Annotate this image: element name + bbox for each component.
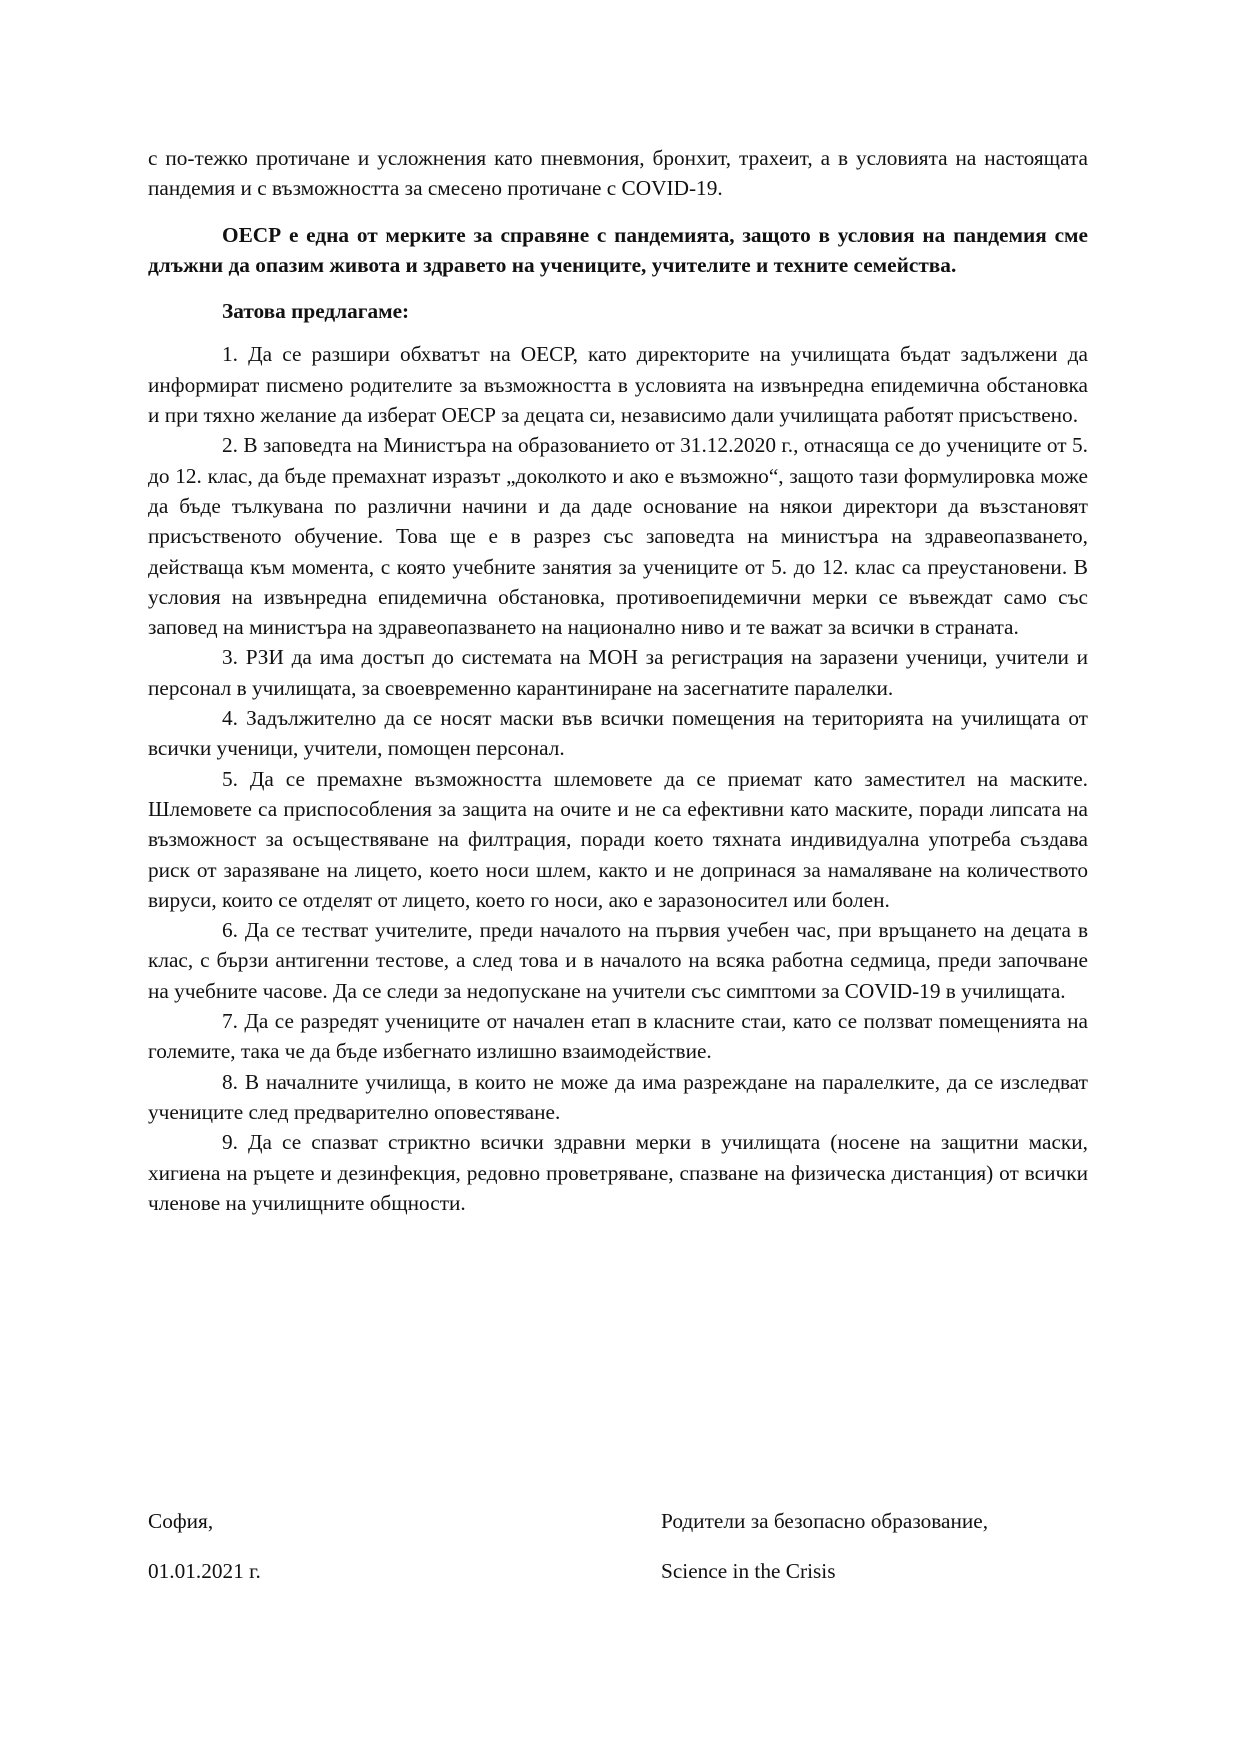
document-body xyxy=(148,143,1088,1218)
signature-place: София, xyxy=(148,1509,214,1533)
proposal-item: 2. В заповедта на Министъра на образованието от 31.12.2020 г., отнасяща се до учениците от 5. до 12. клас, да бъде премахнат изразът „доколкото и ако е възможно“, защото тази формулировка може да бъде тълкувана по различни начини и да даде основание на някои директори да възстановят присъственото обучение. Това ще е в разрез със заповедта на министъра на здравеопазването, действаща към момента, с която учебните занятия за учениците от 5. до 12. клас са преустановени. В условия на извънредна епидемична обстановка, противоепидемични мерки се въвеждат само със заповед на министъра на здравеопазването на национално ниво и те важат за всички в страната. xyxy=(148,433,1088,640)
signature-organization: Родители за безопасно образование, xyxy=(661,1509,989,1533)
proposals-list xyxy=(148,339,1088,1218)
proposal-item: 5. Да се премахне възможността шлемовете да се приемат като заместител на маските. Шлемовете са приспособления за защита на очите и не са ефективни като маските, поради липсата на възможност за осъществяване на филтрация, поради което тяхната индивидуална употреба създава риск от заразяване на лицето, което носи шлем, както и не допринася за намаляване на количеството вируси, които се отделят от лицето, което го носи, ако е заразоносител или болен. xyxy=(148,766,1088,912)
proposal-item: 8. В началните училища, в които не може да има разреждане на паралелките, да се изследват учениците след предварително оповестяване. xyxy=(148,1069,1088,1124)
proposal-item: 4. Задължително да се носят маски във всички помещения на територията на училищата от всички ученици, учители, помощен персонал. xyxy=(148,706,1088,761)
proposal-item: 9. Да се спазват стриктно всички здравни мерки в училищата (носене на защитни маски, хигиена на ръцете и дезинфекция, редовно проветряване, спазване на физическа дистанция) от всички членове на училищните общности. xyxy=(148,1130,1088,1215)
signature-row-1 xyxy=(148,1506,1088,1536)
signature-row-2 xyxy=(148,1556,1088,1586)
intro-continuation: с по-тежко протичане и усложнения като пневмония, бронхит, трахеит, а в условията на настоящата пандемия и с възможността за смесено протичане с COVID-19. xyxy=(148,146,1088,201)
proposal-item: 3. РЗИ да има достъп до системата на МОН за регистрация на заразени ученици, учители и персонал в училищата, за своевременно карантиниране на засегнатите паралелки. xyxy=(148,645,1088,700)
proposal-item: 7. Да се разредят учениците от начален етап в класните стаи, като се ползват помещенията на големите, така че да бъде избегнато излишно взаимодействие. xyxy=(148,1009,1088,1064)
statement-bold: ОЕСР е една от мерките за справяне с пандемията, защото в условия на пандемия сме длъжни да опазим живота и здравето на учениците, учителите и техните семейства. xyxy=(148,222,1088,277)
signature-block xyxy=(148,1506,1088,1586)
signature-organization-2: Science in the Crisis xyxy=(661,1559,836,1583)
signature-date: 01.01.2021 г. xyxy=(148,1559,261,1583)
proposal-item: 1. Да се разшири обхватът на ОЕСР, като директорите на училищата бъдат задължени да информират писмено родителите за възможността в условията на извънредна епидемична обстановка и при тяхно желание да изберат ОЕСР за децата си, независимо дали училищата работят присъствено. xyxy=(148,342,1088,428)
proposals-heading: Затова предлагаме: xyxy=(222,299,410,324)
proposal-item: 6. Да се тестват учителите, преди началото на първия учебен час, при връщането на децата в клас, с бързи антигенни тестове, а след това и в началото на всяка работна седмица, преди започване на учебните часове. Да се следи за недопускане на учители със симптоми за COVID-19 в училищата. xyxy=(148,918,1088,1003)
